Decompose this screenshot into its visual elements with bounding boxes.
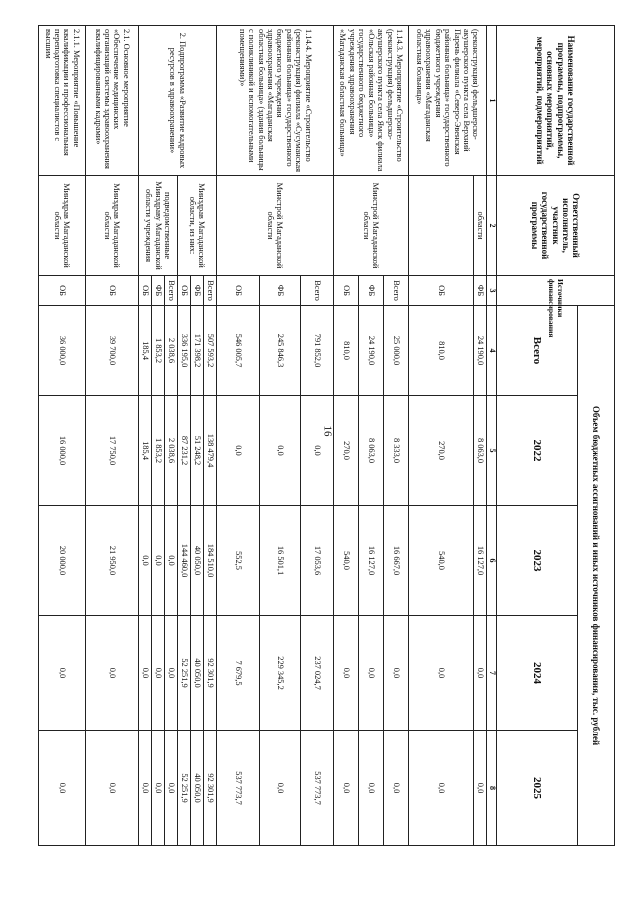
row-name: 2.1. Основное мероприятие «Обеспечение медицинских организаций системы здравоохранения квалифицированными кадрами» xyxy=(86,26,139,176)
cell: 0,0 xyxy=(301,396,334,506)
cell: 52 251,9 xyxy=(178,616,191,731)
row-name: 2. Подпрограмма «Развитие кадровых ресурсов в здравоохранении» xyxy=(139,26,217,176)
cell: 810,0 xyxy=(334,306,359,396)
cell: 0,0 xyxy=(384,731,409,846)
page-number: 16 xyxy=(321,425,334,437)
row-executor: области xyxy=(474,176,487,276)
rotated-page xyxy=(40,25,615,845)
cell: 0,0 xyxy=(86,616,139,731)
cell: Всего xyxy=(301,276,334,306)
cell: 16 501,1 xyxy=(260,506,301,616)
cell: 2 038,6 xyxy=(165,396,178,506)
cell: 0,0 xyxy=(139,506,152,616)
col-num: 3 xyxy=(487,276,497,306)
column-numbers-row xyxy=(487,26,497,846)
header-year-2024: 2024 xyxy=(497,616,578,731)
cell: 39 700,0 xyxy=(86,306,139,396)
row-executor: Минздрав Магаданской области, из них: xyxy=(178,176,217,276)
table-row xyxy=(86,26,139,846)
header-source: Источники финансирования xyxy=(497,276,615,306)
cell: 0,0 xyxy=(334,731,359,846)
row-name: (реконструкция) фельдшерско-акушерского пункта села Верхний Парень филиала «Северо-Эвенская районная больница» государственного бюджетного учреждения здравоохранения «Магаданская областная больница» xyxy=(409,26,487,176)
cell: 0,0 xyxy=(260,731,301,846)
cell: 0,0 xyxy=(474,616,487,731)
cell: Всего xyxy=(204,276,217,306)
cell: 0,0 xyxy=(165,616,178,731)
cell: 0,0 xyxy=(334,616,359,731)
cell: 51 248,2 xyxy=(191,396,204,506)
header-executor: Ответственный исполнитель, участник государственной программы xyxy=(497,176,615,276)
cell: ОБ xyxy=(334,276,359,306)
cell: 16 000,0 xyxy=(39,396,86,506)
row-name: 1.14.4. Мероприятие «Строительство (реконструкция) филиала «Сусуманская районная больница» государственного бюджетного учреждения здравоохранения «Магаданская областная больница» (здания больницы с поликлиникой и вспомогательными помещениями)» xyxy=(217,26,334,176)
cell: 229 345,2 xyxy=(260,616,301,731)
cell: 36 000,0 xyxy=(39,306,86,396)
cell: 17 750,0 xyxy=(86,396,139,506)
cell: 87 231,2 xyxy=(178,396,191,506)
cell: 270,0 xyxy=(409,396,474,506)
cell: 138 479,4 xyxy=(204,396,217,506)
cell: 546 005,7 xyxy=(217,306,260,396)
cell: ФБ xyxy=(152,276,165,306)
cell: 0,0 xyxy=(217,396,260,506)
cell: 0,0 xyxy=(474,731,487,846)
col-num: 4 xyxy=(487,306,497,396)
cell: 0,0 xyxy=(152,731,165,846)
cell: 16 667,0 xyxy=(384,506,409,616)
cell: 0,0 xyxy=(139,731,152,846)
row-executor: Минздрав Магаданской области xyxy=(86,176,139,276)
header-row-1 xyxy=(578,26,615,846)
cell: 791 852,0 xyxy=(301,306,334,396)
header-name: Наименование государственной программы, подпрограммы, основных мероприятий, мероприятий, подмероприятий xyxy=(497,26,615,176)
table-row xyxy=(204,26,217,846)
row-executor: Минстрой Магаданской области xyxy=(217,176,334,276)
empty-cell xyxy=(409,176,474,276)
cell: 552,5 xyxy=(217,506,260,616)
cell: 537 773,7 xyxy=(217,731,260,846)
cell: 0,0 xyxy=(260,396,301,506)
cell: 185,4 xyxy=(139,396,152,506)
table-row xyxy=(474,26,487,846)
cell: ФБ xyxy=(359,276,384,306)
cell: 171 398,2 xyxy=(191,306,204,396)
header-year-2025: 2025 xyxy=(497,731,578,846)
table-row xyxy=(384,26,409,846)
cell: ОБ xyxy=(178,276,191,306)
col-num: 7 xyxy=(487,616,497,731)
header-year-2023: 2023 xyxy=(497,506,578,616)
cell: 0,0 xyxy=(165,731,178,846)
cell: 1 853,2 xyxy=(152,306,165,396)
cell: 24 190,0 xyxy=(474,306,487,396)
table-row xyxy=(39,26,86,846)
cell: 20 000,0 xyxy=(39,506,86,616)
cell: 16 127,0 xyxy=(359,506,384,616)
cell: ОБ xyxy=(217,276,260,306)
cell: Всего xyxy=(165,276,178,306)
row-name: 2.1.1. Мероприятие «Повышение квалификации и профессиональная переподготовка специалистов с высшим xyxy=(39,26,86,176)
table-row xyxy=(301,26,334,846)
cell: ФБ xyxy=(191,276,204,306)
row-name: 1.14.3. Мероприятие «Строительство (реконструкция) фельдшерско-акушерского пункта села Ямск филиала «Ольская районная больница» государственного бюджетного учреждения здравоохранения «Магаданская областная больница» xyxy=(334,26,409,176)
cell: 0,0 xyxy=(39,731,86,846)
cell: 40 050,0 xyxy=(191,731,204,846)
cell: 8 063,0 xyxy=(474,396,487,506)
col-num: 6 xyxy=(487,506,497,616)
cell: 21 950,0 xyxy=(86,506,139,616)
cell: 0,0 xyxy=(39,616,86,731)
cell: 245 846,3 xyxy=(260,306,301,396)
cell: ФБ xyxy=(474,276,487,306)
cell: ОБ xyxy=(409,276,474,306)
cell: 92 301,9 xyxy=(204,731,217,846)
cell: 0,0 xyxy=(152,616,165,731)
row-executor: Минздрав Магаданской области xyxy=(39,176,86,276)
cell: 0,0 xyxy=(165,506,178,616)
row-executor: Минстрой Магаданской области xyxy=(334,176,409,276)
cell: 0,0 xyxy=(409,616,474,731)
cell: 24 190,0 xyxy=(359,306,384,396)
cell: 0,0 xyxy=(409,731,474,846)
cell: 7 679,5 xyxy=(217,616,260,731)
cell: 17 053,6 xyxy=(301,506,334,616)
col-num: 2 xyxy=(487,176,497,276)
budget-table xyxy=(38,25,615,846)
cell: 540,0 xyxy=(409,506,474,616)
cell: 184 510,0 xyxy=(204,506,217,616)
cell: 0,0 xyxy=(152,506,165,616)
cell: 0,0 xyxy=(86,731,139,846)
cell: 40 050,0 xyxy=(191,506,204,616)
cell: ОБ xyxy=(139,276,152,306)
cell: ОБ xyxy=(39,276,86,306)
cell: 52 251,9 xyxy=(178,731,191,846)
col-num: 8 xyxy=(487,731,497,846)
cell: 0,0 xyxy=(359,731,384,846)
cell: ОБ xyxy=(86,276,139,306)
cell: 8 333,0 xyxy=(384,396,409,506)
cell: 40 050,0 xyxy=(191,616,204,731)
cell: 185,4 xyxy=(139,306,152,396)
cell: 144 460,0 xyxy=(178,506,191,616)
cell: ФБ xyxy=(260,276,301,306)
header-volume: Объем бюджетных ассигнований и иных источников финансирования, тыс. рублей xyxy=(578,306,615,846)
cell: 336 195,0 xyxy=(178,306,191,396)
cell: 540,0 xyxy=(334,506,359,616)
cell: 0,0 xyxy=(384,616,409,731)
cell: 0,0 xyxy=(139,616,152,731)
row-executor-sub: подведомственные Минздраву Магаданской области учреждения xyxy=(139,176,178,276)
cell: 2 038,6 xyxy=(165,306,178,396)
cell: 8 063,0 xyxy=(359,396,384,506)
header-year-2022: 2022 xyxy=(497,396,578,506)
cell: 0,0 xyxy=(359,616,384,731)
cell: 237 024,7 xyxy=(301,616,334,731)
cell: Всего xyxy=(384,276,409,306)
cell: 507 593,2 xyxy=(204,306,217,396)
cell: 537 773,7 xyxy=(301,731,334,846)
col-num: 5 xyxy=(487,396,497,506)
cell: 92 301,9 xyxy=(204,616,217,731)
cell: 1 853,2 xyxy=(152,396,165,506)
cell: 270,0 xyxy=(334,396,359,506)
col-num: 1 xyxy=(487,26,497,176)
cell: 25 000,0 xyxy=(384,306,409,396)
cell: 810,0 xyxy=(409,306,474,396)
cell: 16 127,0 xyxy=(474,506,487,616)
header-total: Всего xyxy=(497,306,578,396)
